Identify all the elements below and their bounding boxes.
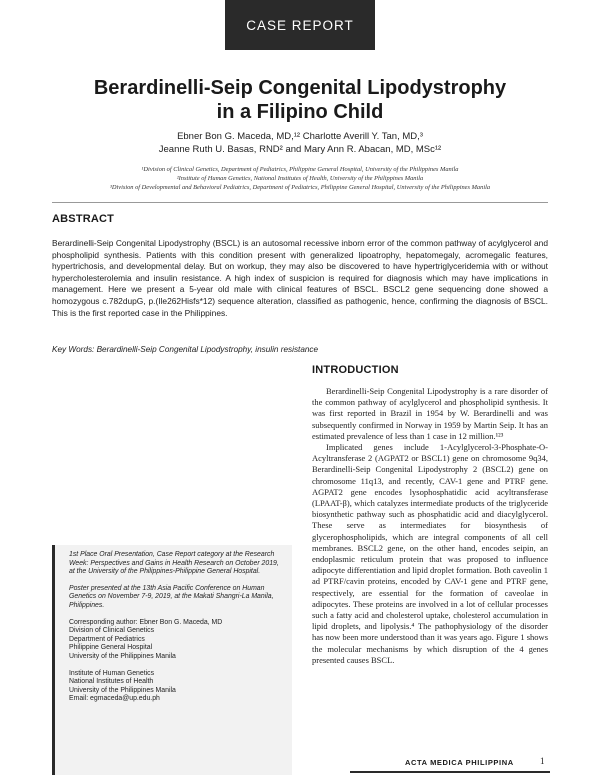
authors-line-2: Jeanne Ruth U. Basas, RND² and Mary Ann R. Abacan, MD, MSc¹² xyxy=(158,144,442,155)
divider xyxy=(52,202,548,203)
abstract-text: Berardinelli-Seip Congenital Lipodystrophy (BSCL) is an autosomal recessive inborn error of the common pathway of acylglycerol and phospholipid synthesis. Patients with this condition present with generalized lipoatrophy, hepatomegaly, acromegalic features, hypertrichosis, and developmental delay. But on workup, they may also be discovered to have hypertriglyceridemia with or without hypercholesterolemia and insulin resistance. A high index of suspicion is required for diagnosis which may have implications in management. Here we present a 5-year old male with clinical features of BSCL. BSCL2 gene sequencing done showed a homozygous c.782dupG, p.(Ile262Hisfs*12) sequence alteration, classified as pathogenic, hence, confirming the diagnosis of BSCL. This is the first reported case in the Philippines. xyxy=(52,238,548,318)
introduction-heading: INTRODUCTION xyxy=(312,364,399,376)
keywords: Key Words: Berardinelli-Seip Congenital Lipodystrophy, insulin resistance xyxy=(52,345,319,354)
institute-name: Institute of Human Genetics xyxy=(69,669,155,677)
authors-line-1: Ebner Bon G. Maceda, MD,¹² Charlotte Averill Y. Tan, MD,³ xyxy=(177,131,423,142)
article-title-line-1: Berardinelli-Seip Congenital Lipodystrophy xyxy=(93,77,507,99)
corresponding-author-block xyxy=(69,619,284,662)
corresponding-author: Corresponding author: Ebner Bon G. Maceda, MD xyxy=(69,618,223,626)
institute-block xyxy=(69,670,284,704)
introduction-body xyxy=(312,386,548,666)
page-number: 1 xyxy=(540,756,545,766)
corr-university: University of the Philippines Manila xyxy=(69,652,176,660)
article-title-line-2: in a Filipino Child xyxy=(216,101,384,123)
sidebar-notes xyxy=(52,545,292,775)
institute-university: University of the Philippines Manila xyxy=(69,686,176,694)
affiliation-3: ³Division of Developmental and Behavioral Pediatrics, Department of Pediatrics, Philippine General Hospital, University of the Philippines Manila xyxy=(109,184,491,191)
introduction-paragraph-1: Berardinelli-Seip Congenital Lipodystrophy is a rare disorder of the common pathway of acylglycerol and phospholipid synthesis. It was first reported in Brazil in 1954 by W. Berardinelli and was subsequently confirmed in Norway in 1959 by Martin Seip. It has an estimated prevalence of less than 1 case in 12 million.¹²³ xyxy=(312,386,548,441)
affiliation-1: ¹Division of Clinical Genetics, Department of Pediatrics, Philippine General Hospital, University of the Philippines Manila xyxy=(141,166,459,173)
affiliation-2: ²Institute of Human Genetics, National Institutes of Health, University of the Philippines Manila xyxy=(176,175,424,182)
journal-name: ACTA MEDICA PHILIPPINA xyxy=(405,758,514,767)
corr-hospital: Philippine General Hospital xyxy=(69,644,153,652)
case-report-tag: CASE REPORT xyxy=(225,0,375,50)
corr-department: Department of Pediatrics xyxy=(69,635,145,643)
corr-division: Division of Clinical Genetics xyxy=(69,627,155,635)
email-link[interactable]: Email: egmaceda@up.edu.ph xyxy=(69,695,160,703)
poster-note: Poster presented at the 13th Asia Pacific Conference on Human Genetics on November 7-9, 2019, at the Makati Shangri-La Manila, Philippines. xyxy=(69,584,274,609)
introduction-paragraph-2: Implicated genes include 1-Acylglycerol-3-Phosphate-O-Acyltransferase 2 (AGPAT2 or BSCL1) gene on chromosome 9q34, Berardinelli-Seip Congenital Lipodystrophy 2 (BSCL2) gene on chromosome 11q13, and recently, CAV-1 gene and PTRF gene. AGPAT2 gene encodes lysophosphatidic acid acyltransferase (LPAAT-β), which catalyzes intermediate products of the triglyceride biosynthetic pathway such as phosphatidic acid and diacylglycerol. These serve as intermediates for biosynthesis of glycerophospholipids, which are integral components of all cell membranes. BSCL2 gene, on the other hand, encodes seipin, an endoplasmic reticulum protein that was proposed to influence adipocyte differentiation and lipid droplet formation. Both caveolin 1 ad PTRF/cavin proteins, encoded by CAV-1 gene and PTRF gene, respectively, are essential for the formation of caveolae in adipocytes. These proteins are involved in a lot of cellular processes such a fatty acid and cholesterol uptake, cholesterol accumulation in lipid droplets, and lipolysis.⁴ The pathophysiology of the disorder has now been more understood than it was years ago. Figure 1 shows the molecular mechanisms by which disruption of the 4 genes presented causes BSCL. xyxy=(312,442,548,665)
abstract-heading: ABSTRACT xyxy=(52,213,115,225)
presentation-note: 1st Place Oral Presentation, Case Report category at the Research Week: Perspectives and Gains in Health Research on October 2019, at the University of the Philippines-Philippine General Hospital. xyxy=(69,551,279,576)
institute-nih: National Institutes of Health xyxy=(69,678,154,686)
footer-bar xyxy=(350,771,550,773)
